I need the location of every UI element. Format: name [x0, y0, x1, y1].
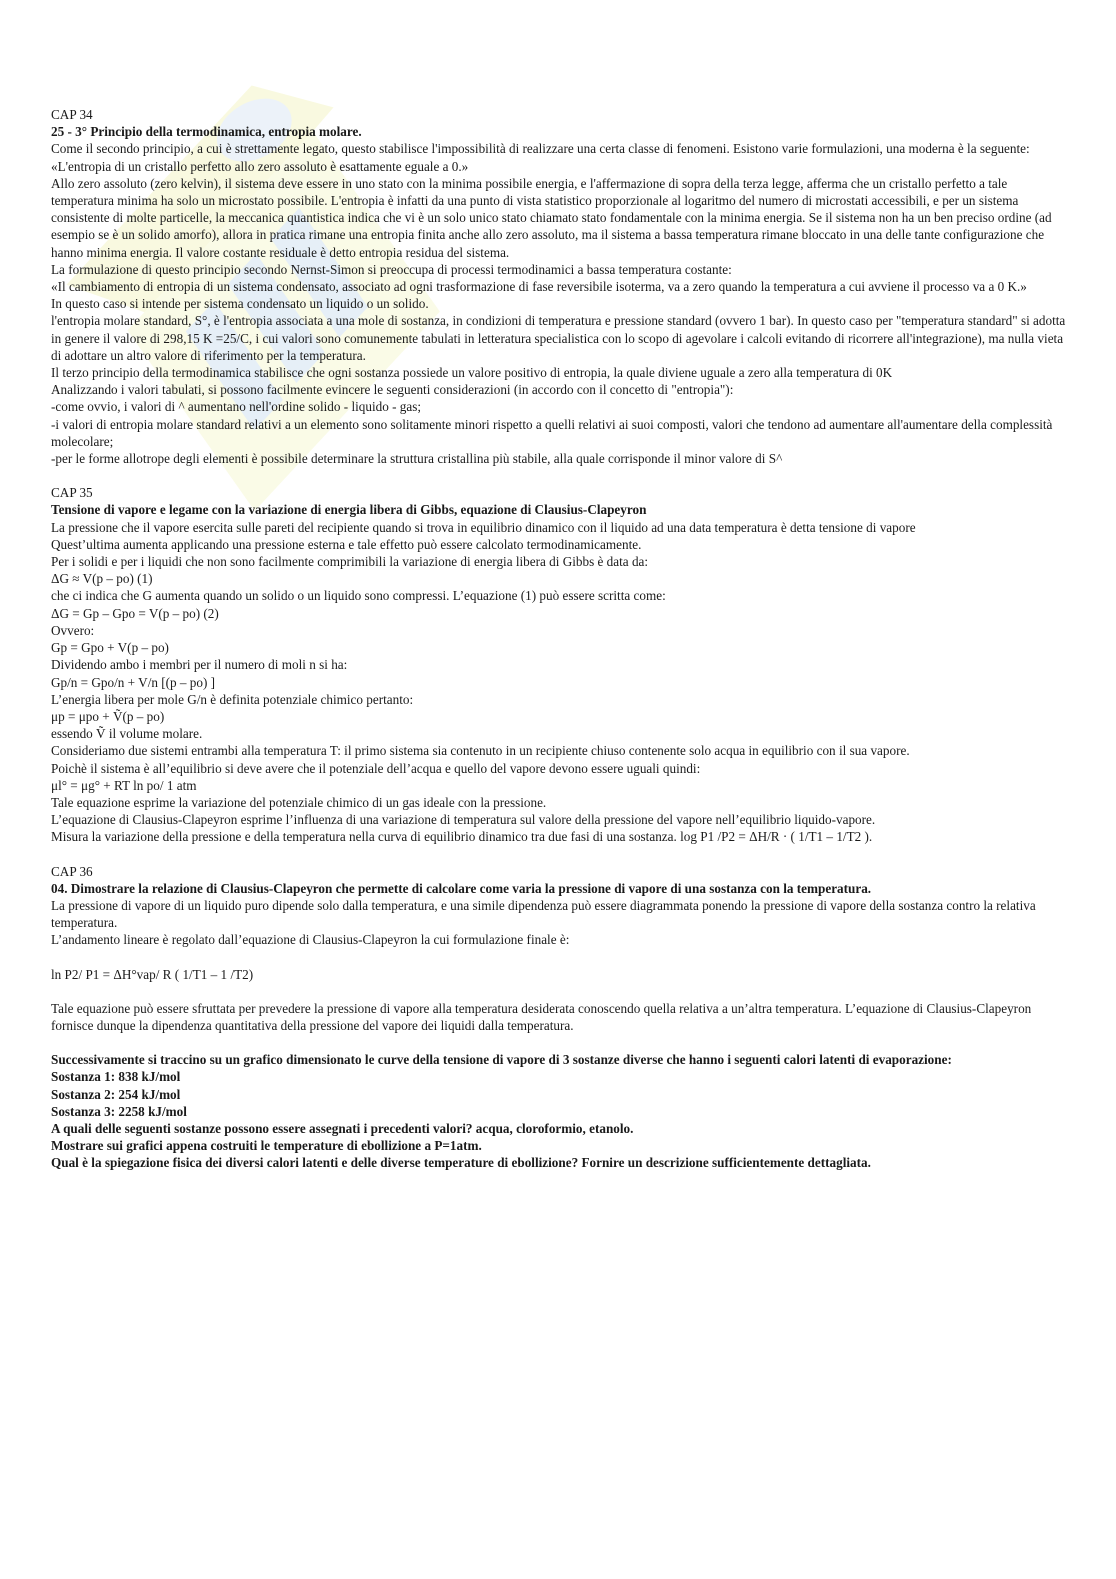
paragraph: che ci indica che G aumenta quando un solido o un liquido sono compressi. L’equazione (1) può essere scritta come:	[51, 588, 666, 604]
paragraph: Per i solidi e per i liquidi che non sono facilmente comprimibili la variazione di energia libera di Gibbs è data da:	[51, 554, 649, 570]
document-page	[51, 106, 1067, 1172]
equation: μl° = μg° + RT ln po/ 1 atm	[51, 777, 197, 793]
question-text: Sostanza 1: 838 kJ/mol	[51, 1069, 181, 1085]
list-item: -come ovvio, i valori di ^ aumentano nell'ordine solido - liquido - gas;	[51, 399, 422, 415]
chapter-label: CAP 35	[51, 485, 93, 501]
paragraph: Dividendo ambo i membri per il numero di moli n si ha:	[51, 657, 348, 673]
paragraph: L’andamento lineare è regolato dall’equazione di Clausius-Clapeyron la cui formulazione finale è:	[51, 932, 570, 948]
list-item: -per le forme allotrope degli elementi è possibile determinare la struttura cristallina più stabile, alla quale corrisponde il minor valore di S^	[51, 451, 783, 467]
paragraph: L’equazione di Clausius-Clapeyron esprime l’influenza di una variazione di temperatura sul valore della pressione del vapore nell’equilibrio liquido-vapore.	[51, 812, 876, 828]
question-text: Mostrare sui grafici appena costruiti le temperature di ebollizione a P=1atm.	[51, 1138, 482, 1154]
chapter-label: CAP 36	[51, 863, 93, 879]
paragraph: Poichè il sistema è all’equilibrio si deve avere che il potenziale dell’acqua e quello del vapore devono essere uguali quindi:	[51, 760, 701, 776]
paragraph: La pressione di vapore di un liquido puro dipende solo dalla temperatura, e una simile dipendenza può essere diagrammata ponendo la pressione di vapore della sostanza contro la relativa temperatura.	[51, 897, 1036, 931]
paragraph: Quest’ultima aumenta applicando una pressione esterna e tale effetto può essere calcolato termodinamicamente.	[51, 536, 642, 552]
equation: Gp = Gpo + V(p – po)	[51, 640, 169, 656]
section-cap-34	[51, 106, 1067, 467]
paragraph: Misura la variazione della pressione e della temperatura nella curva di equilibrio dinamico tra due fasi di una sostanza. log P1 /P2 = ΔH/R · ( 1/T1 – 1/T2 ).	[51, 829, 873, 845]
list-item: -i valori di entropia molare standard relativi a un elemento sono solitamente minori rispetto a quelli relativi ai suoi composti, valori che tendono ad aumentare all'aumentare della complessità molecolare;	[51, 416, 1053, 449]
question-text: Sostanza 3: 2258 kJ/mol	[51, 1103, 187, 1119]
equation: Gp/n = Gpo/n + V/n [(p – po) ]	[51, 674, 216, 690]
equation: ΔG = Gp – Gpo = V(p – po) (2)	[51, 605, 219, 621]
equation: μp = μpo + Ṽ(p – po)	[51, 708, 165, 724]
section-title: Tensione di vapore e legame con la variazione di energia libera di Gibbs, equazione di Clausius-Clapeyron	[51, 502, 647, 518]
paragraph: Ovvero:	[51, 622, 95, 638]
paragraph: Tale equazione esprime la variazione del potenziale chimico di un gas ideale con la pressione.	[51, 794, 547, 810]
question-text: Sostanza 2: 254 kJ/mol	[51, 1086, 181, 1102]
section-cap-35	[51, 484, 1067, 845]
equation: ΔG ≈ V(p – po) (1)	[51, 571, 153, 587]
paragraph: Allo zero assoluto (zero kelvin), il sistema deve essere in uno stato con la minima possibile energia, e l'affermazione di sopra della terza legge, afferma che un cristallo perfetto a tale temperatura minima ha solo un microstato possibile. L'entropia è infatti da una punto di vista statistico proporzionale al logaritmo del numero di microstati accessibili, e per un sistema consistente di molte particelle, la meccanica quantistica indica che vi è un solo unico stato chiamato stato fondamentale con la minima energia. Se il sistema non ha un ben preciso ordine (ad esempio se è un solido amorfo), allora in pratica rimane una entropia finita anche allo zero assoluto, ma il sistema a bassa temperatura rimane bloccato in una delle tante configurazione che hanno minima energia. Il valore costante residuale è detto entropia residua del sistema.	[51, 175, 1052, 260]
paragraph: La pressione che il vapore esercita sulle pareti del recipiente quando si trova in equilibrio dinamico con il liquido ad una data temperatura è detta tensione di vapore	[51, 519, 916, 535]
paragraph: Consideriamo due sistemi entrambi alla temperatura T: il primo sistema sia contenuto in un recipiente chiuso contenente solo acqua in equilibrio con il sua vapore.	[51, 743, 910, 759]
paragraph: L’energia libera per mole G/n è definita potenziale chimico pertanto:	[51, 691, 414, 707]
paragraph: l'entropia molare standard, S°, è l'entropia associata a una mole di sostanza, in condizioni di temperatura e pressione standard (ovvero 1 bar). In questo caso per "temperatura standard" si adotta in genere il valore di 298,15 K =25/C, i cui valori sono comunemente tabulati in letteratura specialistica con lo scopo di agevolare i calcoli evitando di ricorrere all'integrazione), ma nulla vieta di adottare un altro valore di riferimento per la temperatura.	[51, 313, 1066, 363]
paragraph: In questo caso si intende per sistema condensato un liquido o un solido.	[51, 296, 429, 312]
paragraph: «Il cambiamento di entropia di un sistema condensato, associato ad ogni trasformazione di fase reversibile isoterma, va a zero quando la temperatura a cui avviene il processo va a 0 K.»	[51, 279, 1027, 295]
question-text: Qual è la spiegazione fisica dei diversi calori latenti e delle diverse temperature di ebollizione? Fornire un descrizione sufficientemente dettagliata.	[51, 1155, 871, 1171]
paragraph: essendo Ṽ il volume molare.	[51, 726, 203, 742]
section-title: 25 - 3° Principio della termodinamica, entropia molare.	[51, 124, 362, 140]
question-text: Successivamente si traccino su un grafico dimensionato le curve della tensione di vapore di 3 sostanze diverse che hanno i seguenti calori latenti di evaporazione:	[51, 1052, 952, 1068]
paragraph: Tale equazione può essere sfruttata per prevedere la pressione di vapore alla temperatura desiderata conoscendo quella relativa a un’altra temperatura. L’equazione di Clausius-Clapeyron fornisce dunque la dipendenza quantitativa della pressione del vapore dei liquidi dalla temperatura.	[51, 1000, 1032, 1033]
section-title: 04. Dimostrare la relazione di Clausius-Clapeyron che permette di calcolare come varia la pressione di vapore di una sostanza con la temperatura.	[51, 880, 872, 896]
section-cap-36	[51, 863, 1067, 1172]
paragraph: Come il secondo principio, a cui è strettamente legato, questo stabilisce l'impossibilità di realizzare una certa classe di fenomeni. Esistono varie formulazioni, una moderna è la seguente:	[51, 141, 1030, 157]
question-text: A quali delle seguenti sostanze possono essere assegnati i precedenti valori? acqua, cloroformio, etanolo.	[51, 1120, 634, 1136]
equation: ln P2/ P1 = ΔH°vap/ R ( 1/T1 – 1 /T2)	[51, 966, 254, 982]
paragraph: «L'entropia di un cristallo perfetto allo zero assoluto è esattamente eguale a 0.»	[51, 158, 469, 174]
paragraph: La formulazione di questo principio secondo Nernst-Simon si preoccupa di processi termodinamici a bassa temperatura costante:	[51, 261, 732, 277]
paragraph: Analizzando i valori tabulati, si possono facilmente evincere le seguenti considerazioni (in accordo con il concetto di "entropia"):	[51, 382, 734, 398]
chapter-label: CAP 34	[51, 107, 93, 122]
paragraph: Il terzo principio della termodinamica stabilisce che ogni sostanza possiede un valore positivo di entropia, la quale diviene uguale a zero alla temperatura di 0K	[51, 365, 893, 381]
